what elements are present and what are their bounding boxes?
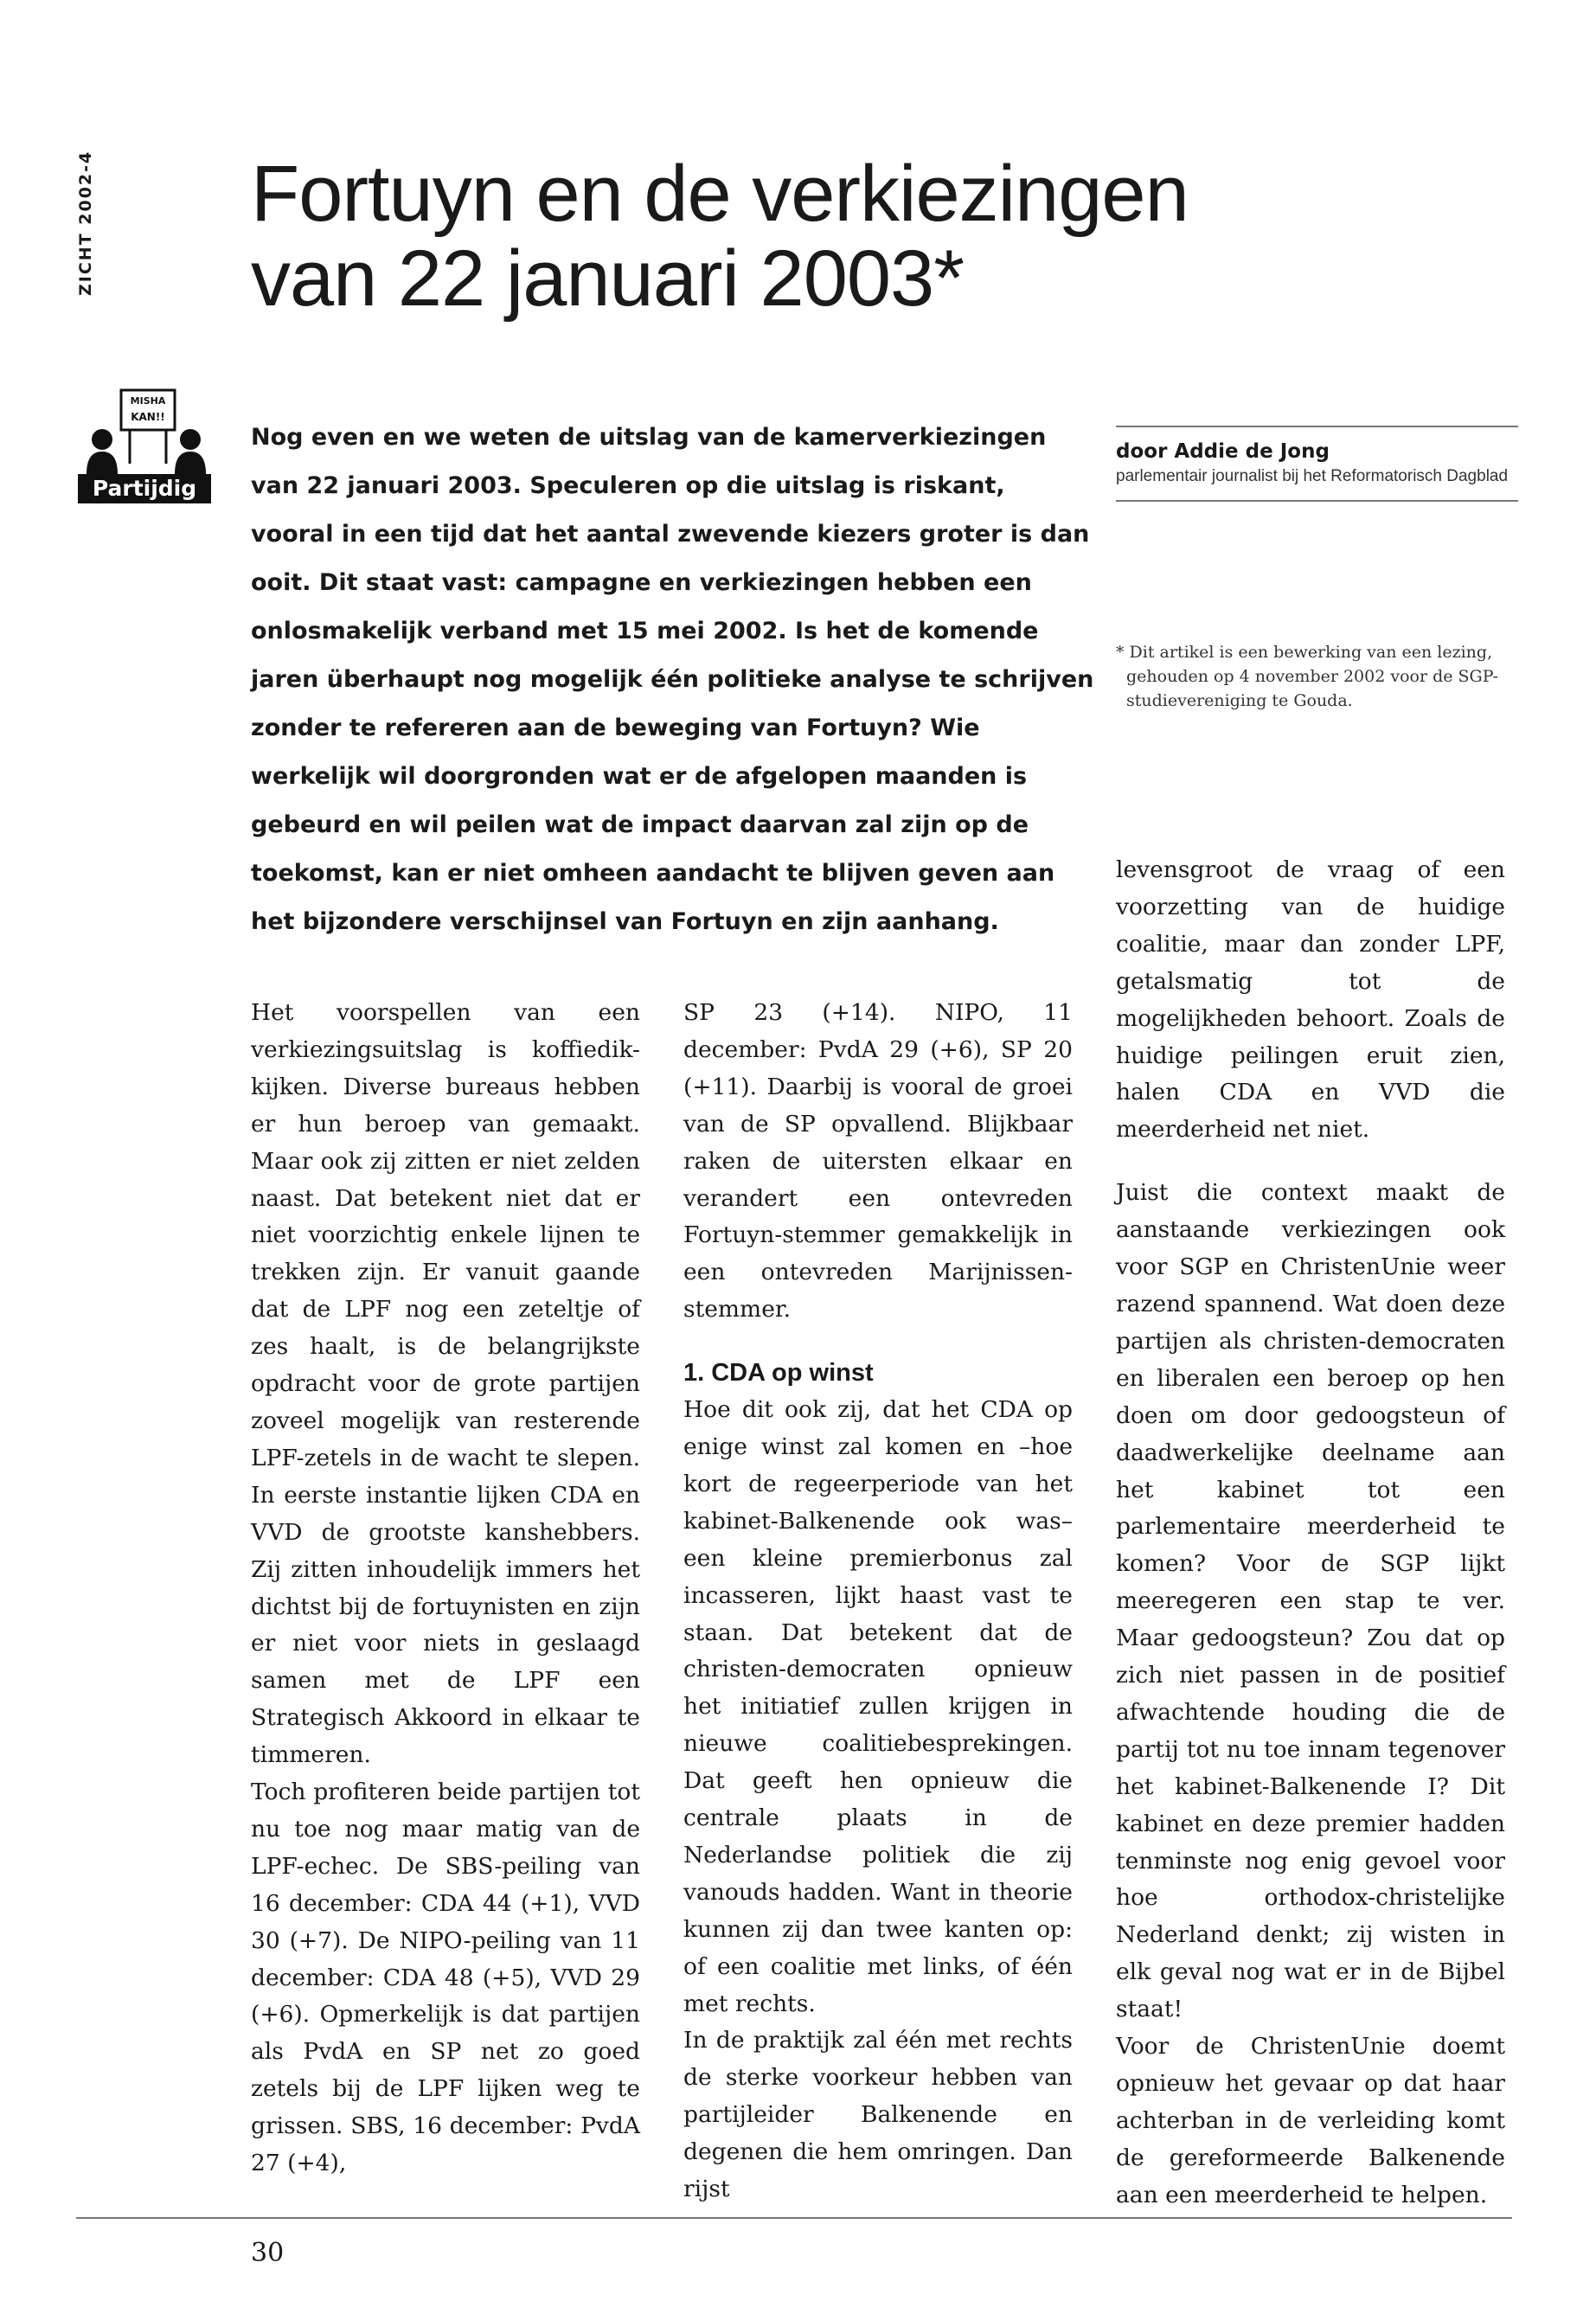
author-role: parlementair journalist bij het Reformatorisch Dagblad (1116, 467, 1509, 485)
title-line-1: Fortuyn en de verkiezingen (251, 150, 1189, 238)
person-icon (180, 429, 201, 450)
paragraph: Het voorspellen van een verkiezingsuitslag is koffiedik-kijken. Diverse bureaus hebben er hun beroep van gemaakt. Maar ook zij zitten er niet zelden naast. Dat betekent niet dat er niet voorzichtig enkele lijnen te trekken zijn. Er vanuit gaande dat de LPF nog een zeteltje of zes haalt, is de belangrijkste opdracht voor de grote partijen zoveel mogelijk van resterende LPF-zetels in de wacht te slepen. In eerste instantie lijken CDA en VVD de grootste kanshebbers. Zij zitten inhoudelijk immers het dichtst bij de fortuynisten en zijn er niet voor niets in geslaagd samen met de LPF een Strategisch Akkoord in elkaar te timmeren. (251, 999, 640, 1769)
body-column-2 (683, 995, 1073, 2208)
logo-caption: Partijdig (92, 476, 197, 501)
byline (1116, 426, 1518, 502)
footer-rule (76, 2217, 1512, 2219)
paragraph: In de praktijk zal één met rechts de sterke voorkeur hebben van partijleider Balkenende en degenen die hem omringen. Dan rijst (683, 2027, 1073, 2203)
partijdig-logo (76, 388, 213, 505)
paragraph: Hoe dit ook zij, dat het CDA op enige winst zal komen en –hoe kort de regeerperiode van het kabinet-Balkenende ook was– een kleine premierbonus zal incasseren, lijkt haast vast te staan. Dat betekent dat de christen-democraten opnieuw het initiatief zullen krijgen in nieuwe coalitiebesprekingen. Dat geeft hen opnieuw die centrale plaats in de Nederlandse politiek die zij vanouds hadden. Want in theorie kunnen zij dan twee kanten op: of een coalitie met links, of één met rechts. (683, 1396, 1073, 2017)
footnote: * Dit artikel is een bewerking van een lezing, gehouden op 4 november 2002 voor de SGP-studievereniging te Gouda. (1116, 643, 1498, 710)
title-line-2: van 22 januari 2003* (251, 234, 964, 323)
lead-paragraph: Nog even en we weten de uitslag van de kamerverkiezingen van 22 januari 2003. Speculeren op die uitslag is riskant, vooral in een tijd dat het aantal zwevende kiezers groter is dan ooit. Dit staat vast: campagne en verkiezingen hebben een onlosmakelijk verband met 15 mei 2002. Is het de komende jaren überhaupt nog mogelijk één politieke analyse te schrijven zonder te refereren aan de beweging van Fortuyn? Wie werkelijk wil doorgronden wat er de afgelopen maanden is gebeurd en wil peilen wat de impact daarvan zal zijn op de toekomst, kan er niet omheen aandacht te blijven geven aan het bijzondere verschijnsel van Fortuyn en zijn aanhang. (251, 424, 1094, 935)
body-column-3 (1116, 852, 1505, 2214)
logo-sign-text-1: MISHA (130, 395, 166, 407)
author-name: door Addie de Jong (1116, 440, 1330, 463)
paragraph: SP 23 (+14). NIPO, 11 december: PvdA 29 (+6), SP 20 (+11). Daarbij is vooral de groei van de SP opvallend. Blijkbaar raken de uitersten elkaar en verandert een ontevreden Fortuyn-stemmer gemakkelijk in een ontevreden Marijnissen-stemmer. (683, 999, 1073, 1324)
logo-sign-text-2: KAN!! (131, 411, 165, 423)
body-column-1 (251, 995, 640, 2182)
article-title (251, 151, 1189, 321)
paragraph: Juist die context maakt de aanstaande verkiezingen ook voor SGP en ChristenUnie weer razend spannend. Wat doen deze partijen als christen-democraten en liberalen een beroep op hen doen om door gedoogsteun of daadwerkelijke deelname aan het kabinet tot een parlementaire meerderheid te komen? Voor de SGP lijkt meeregeren een stap te ver. Maar gedoogsteun? Zou dat op zich niet passen in de positief afwachtende houding die de partij tot nu toe innam tegenover het kabinet-Balkenende I? Dit kabinet en deze premier hadden tenminste nog enig gevoel voor hoe orthodox-christelijke Nederland denkt; zij wisten in elk geval nog wat er in de Bijbel staat! (1116, 1179, 1505, 2023)
journal-issue-label: ZICHT 2002-4 (76, 150, 95, 296)
page-number: 30 (251, 2238, 285, 2268)
section-heading: 1. CDA op winst (683, 1359, 874, 1388)
paragraph: Toch profiteren beide partijen tot nu toe nog maar matig van de LPF-echec. De SBS-peiling van 16 december: CDA 44 (+1), VVD 30 (+7). De NIPO-peiling van 11 december: CDA 48 (+5), VVD 29 (+6). Opmerkelijk is dat partijen als PvdA en SP net zo goed zetels bij de LPF lijken weg te grissen. SBS, 16 december: PvdA 27 (+4), (251, 1779, 640, 2177)
paragraph: Voor de ChristenUnie doemt opnieuw het gevaar op dat haar achterban in de verleiding komt de gereformeerde Balkenende aan een meerderheid te helpen. (1116, 2033, 1505, 2208)
person-icon (92, 429, 112, 450)
paragraph: levensgroot de vraag of een voorzetting van de huidige coalitie, maar dan zonder LPF, getalsmatig tot de mogelijkheden behoort. Zoals de huidige peilingen eruit zien, halen CDA en VVD die meerderheid net niet. (1116, 856, 1505, 1144)
